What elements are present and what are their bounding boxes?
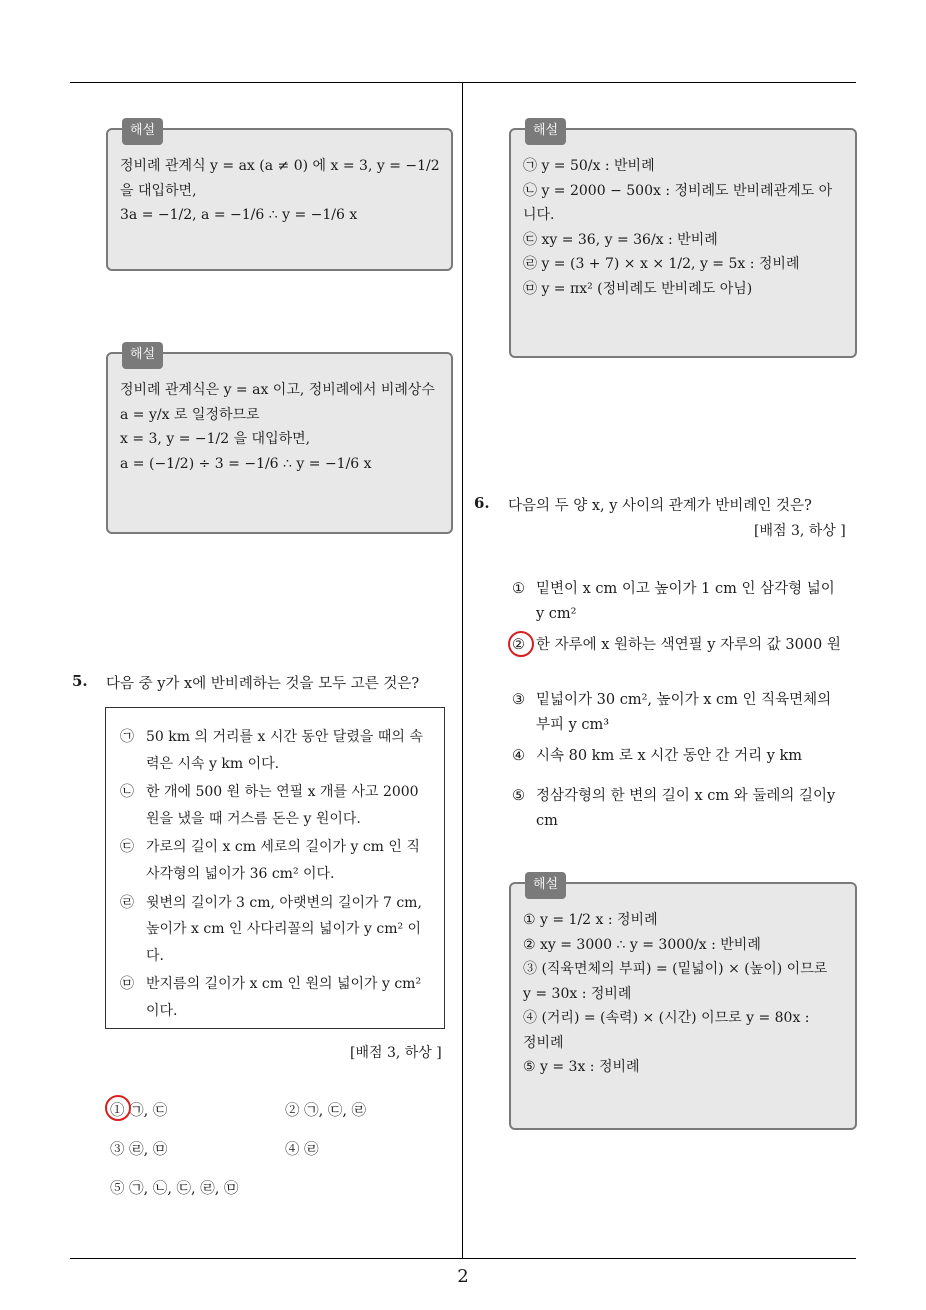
- solution-line: ④ (거리) = (속력) × (시간) 이므로 y = 80x :: [523, 1010, 810, 1026]
- solution-tag: 해설: [122, 118, 163, 145]
- solution-line: 정비례 관계식 y = ax (a ≠ 0) 에 x = 3, y = −1/2: [120, 158, 440, 174]
- answer-choice-5[interactable]: ⑤ 정삼각형의 한 변의 길이 x cm 와 둘레의 길이y cm: [512, 788, 836, 830]
- solution-box-3: [509, 123, 857, 358]
- condition-item: ㉠ 50 km 의 거리를 x 시간 동안 달렸을 때의 속력은 시속 y km 이다.: [120, 729, 423, 772]
- question-text: 다음 중 y가 x에 반비례하는 것을 모두 고른 것은?: [106, 676, 420, 692]
- solution-line: 3a = −1/2, a = −1/6 ∴ y = −1/6 x: [120, 207, 358, 223]
- solution-line: ⑤ y = 3x : 정비례: [523, 1059, 640, 1075]
- answer-choice-3[interactable]: ③ 밑넓이가 30 cm², 높이가 x cm 인 직육면체의 부피 y cm³: [512, 692, 832, 734]
- solution-line: 정비례 관계식은 y = ax 이고, 정비례에서 비례상수 a = y/x 로 일정하므로: [120, 382, 435, 423]
- solution-line: ① y = 1/2 x : 정비례: [523, 912, 658, 928]
- condition-box: [105, 707, 445, 1029]
- answer-choice-1[interactable]: ① ㉠, ㉢: [110, 1103, 168, 1119]
- solution-tag: 해설: [525, 872, 566, 899]
- solution-line: ㉢ xy = 36, y = 36/x : 반비례: [523, 231, 718, 248]
- question-number: 6.: [474, 494, 490, 512]
- solution-tag: 해설: [525, 118, 566, 145]
- solution-box-1: [106, 123, 453, 271]
- answer-choice-2[interactable]: ② ㉠, ㉢, ㉣: [285, 1103, 367, 1119]
- solution-line: ㉠ y = 50/x : 반비례: [523, 158, 655, 174]
- condition-item: ㉢ 가로의 길이 x cm 세로의 길이가 y cm 인 직사각형의 넓이가 36 cm² 이다.: [120, 839, 420, 882]
- score-meta: [배점 3, 하상 ]: [350, 1045, 442, 1061]
- question-number: 5.: [72, 672, 88, 690]
- bottom-rule: [70, 1258, 856, 1259]
- solution-line: ㉡ y = 2000 − 500x : 정비례도 반비례관계도 아니다.: [523, 182, 833, 223]
- selected-answer-circle: [105, 1095, 131, 1121]
- solution-tag: 해설: [122, 342, 163, 369]
- solution-line: 을 대입하면,: [120, 182, 197, 199]
- selected-answer-circle: [508, 631, 534, 657]
- solution-line: ㉤ y = πx² (정비례도 반비례도 아님): [523, 280, 753, 297]
- solution-line: x = 3, y = −1/2 을 대입하면,: [120, 431, 311, 447]
- solution-line: y = 30x : 정비례: [523, 985, 632, 1002]
- answer-choice-2[interactable]: ② 한 자루에 x 원하는 색연필 y 자루의 값 3000 원: [512, 637, 841, 653]
- solution-line: ㉣ y = (3 + 7) × x × 1/2, y = 5x : 정비례: [523, 256, 800, 272]
- solution-line: 정비례: [523, 1034, 564, 1051]
- column-divider: [462, 82, 463, 1258]
- answer-choice-4[interactable]: ④ ㉣: [285, 1142, 319, 1158]
- question-text: 다음의 두 양 x, y 사이의 관계가 반비례인 것은?: [508, 498, 812, 514]
- solution-line: a = (−1/2) ÷ 3 = −1/6 ∴ y = −1/6 x: [120, 455, 372, 472]
- condition-item: ㉤ 반지름의 길이가 x cm 인 원의 넓이가 y cm² 이다.: [120, 976, 422, 1019]
- solution-box-4: [509, 877, 857, 1130]
- answer-choice-1[interactable]: ① 밑변이 x cm 이고 높이가 1 cm 인 삼각형 넓이 y cm²: [512, 581, 835, 623]
- solution-line: ② xy = 3000 ∴ y = 3000/x : 반비례: [523, 936, 761, 953]
- top-rule: [70, 82, 856, 83]
- solution-box-2: [106, 347, 453, 534]
- solution-line: ③ (직육면체의 부피) = (밑넓이) × (높이) 이므로: [523, 961, 828, 977]
- answer-choice-5[interactable]: ⑤ ㉠, ㉡, ㉢, ㉣, ㉤: [110, 1181, 239, 1197]
- answer-choice-3[interactable]: ③ ㉣, ㉤: [110, 1142, 168, 1158]
- condition-item: ㉣ 윗변의 길이가 3 cm, 아랫변의 길이가 7 cm, 높이가 x cm 인 사다리꼴의 넓이가 y cm² 이다.: [120, 894, 422, 964]
- page-number: 2: [457, 1266, 469, 1287]
- score-meta: [배점 3, 하상 ]: [754, 523, 846, 539]
- condition-item: ㉡ 한 개에 500 원 하는 연필 x 개를 사고 2000 원을 냈을 때 거스름 돈은 y 원이다.: [120, 784, 419, 827]
- answer-choice-4[interactable]: ④ 시속 80 km 로 x 시간 동안 간 거리 y km: [512, 748, 803, 764]
